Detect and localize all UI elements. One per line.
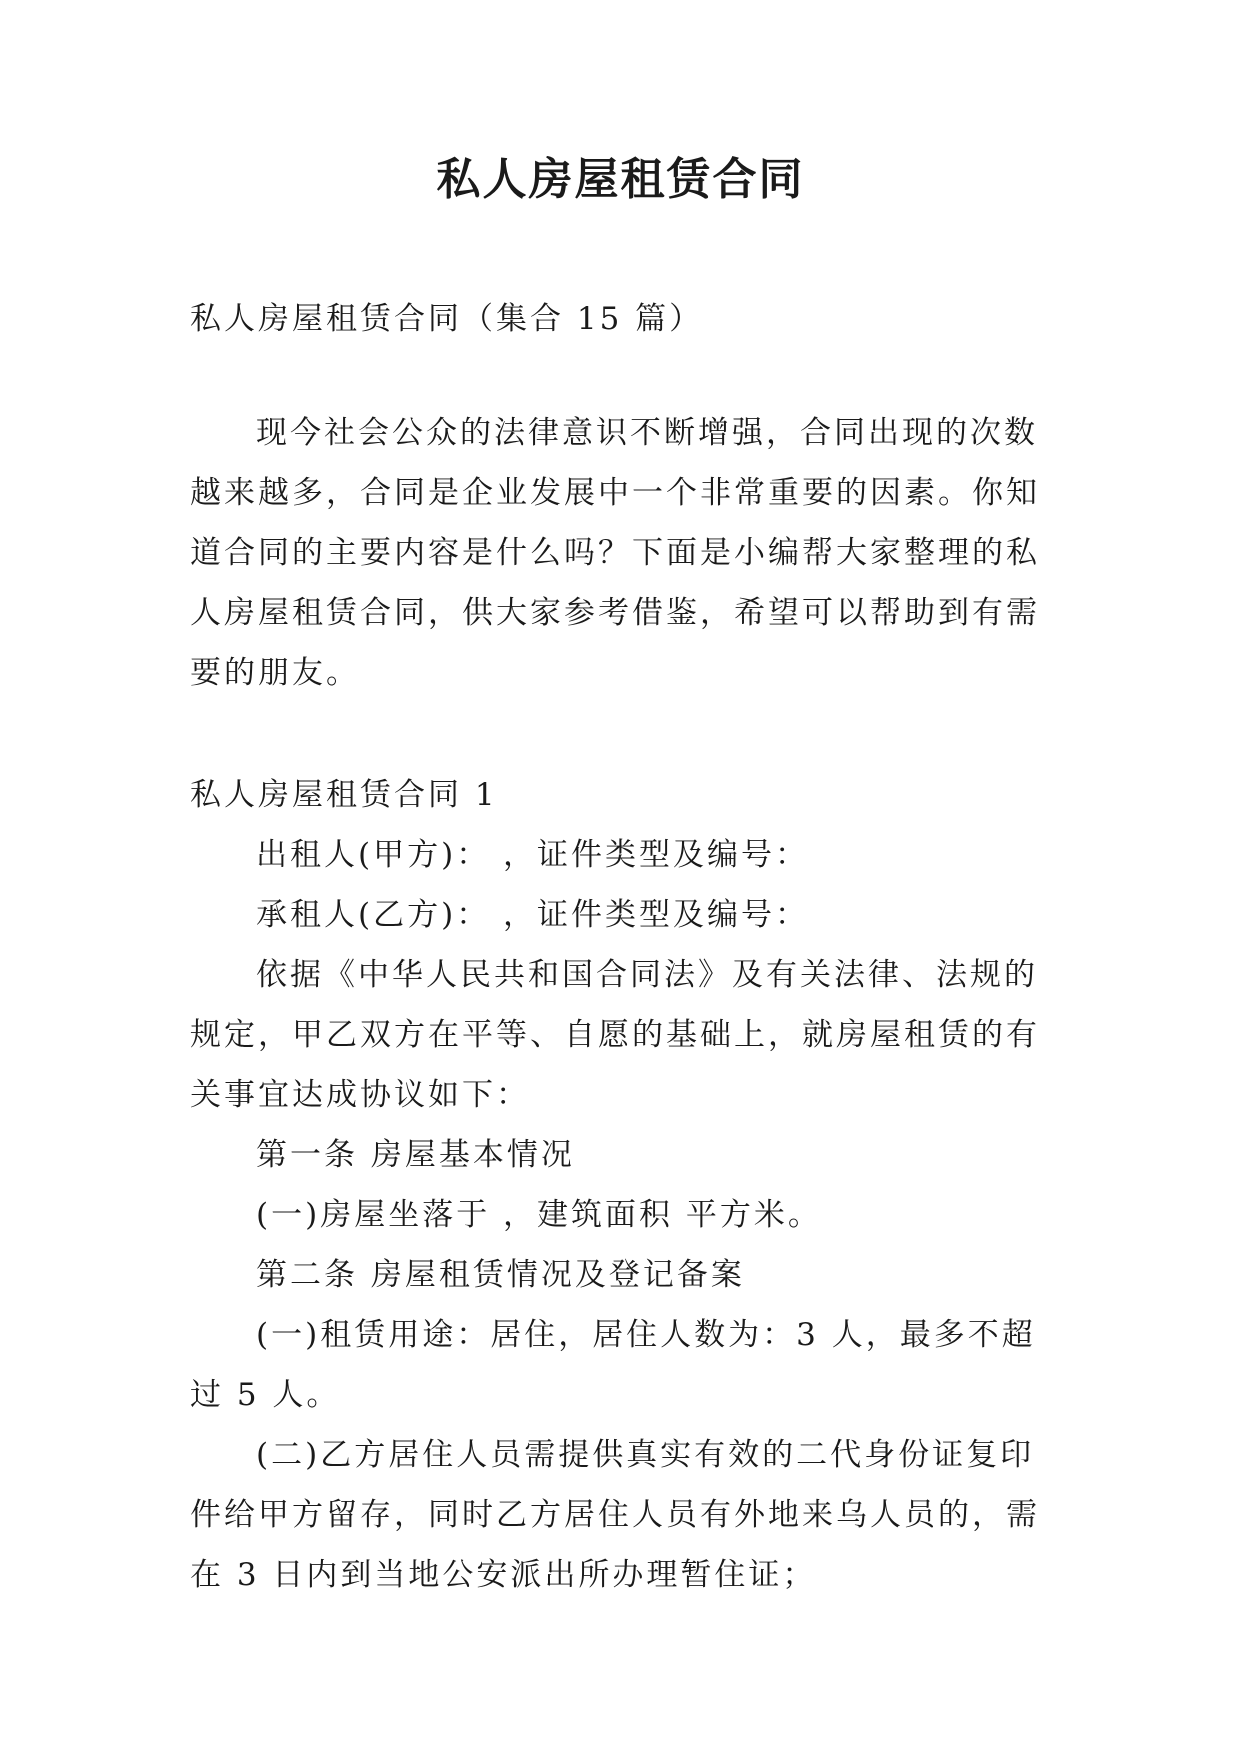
legal-basis-paragraph: 依据《中华人民共和国合同法》及有关法律、法规的规定，甲乙双方在平等、自愿的基础上，就房屋租赁的有关事宜达成协议如下： — [190, 957, 1040, 1113]
section-heading: 私人房屋租赁合同 1 — [190, 777, 498, 813]
intro-paragraph: 现今社会公众的法律意识不断增强，合同出现的次数越来越多，合同是企业发展中一个非常重要的因素。你知道合同的主要内容是什么吗？下面是小编帮大家整理的私人房屋租赁合同，供大家参考借鉴，希望可以帮助到有需要的朋友。 — [190, 415, 1040, 691]
article-2-heading: 第二条 房屋租赁情况及登记备案 — [256, 1257, 745, 1293]
document-body — [190, 289, 1054, 1605]
article-2-clause-2: (二)乙方居住人员需提供真实有效的二代身份证复印件给甲方留存，同时乙方居住人员有外地来乌人员的，需在 3 日内到当地公安派出所办理暂住证； — [190, 1437, 1040, 1593]
article-2-clause-1: (一)租赁用途：居住，居住人数为：3 人，最多不超过 5 人。 — [190, 1317, 1036, 1413]
article-1-clause-1: (一)房屋坐落于 ，建筑面积 平方米。 — [256, 1197, 822, 1233]
document-title: 私人房屋租赁合同 — [436, 154, 805, 205]
lessor-line: 出租人(甲方)： ，证件类型及编号： — [256, 837, 810, 873]
document-subtitle: 私人房屋租赁合同（集合 15 篇） — [190, 301, 704, 337]
article-1-heading: 第一条 房屋基本情况 — [256, 1137, 575, 1173]
lessee-line: 承租人(乙方)： ，证件类型及编号： — [256, 897, 810, 933]
